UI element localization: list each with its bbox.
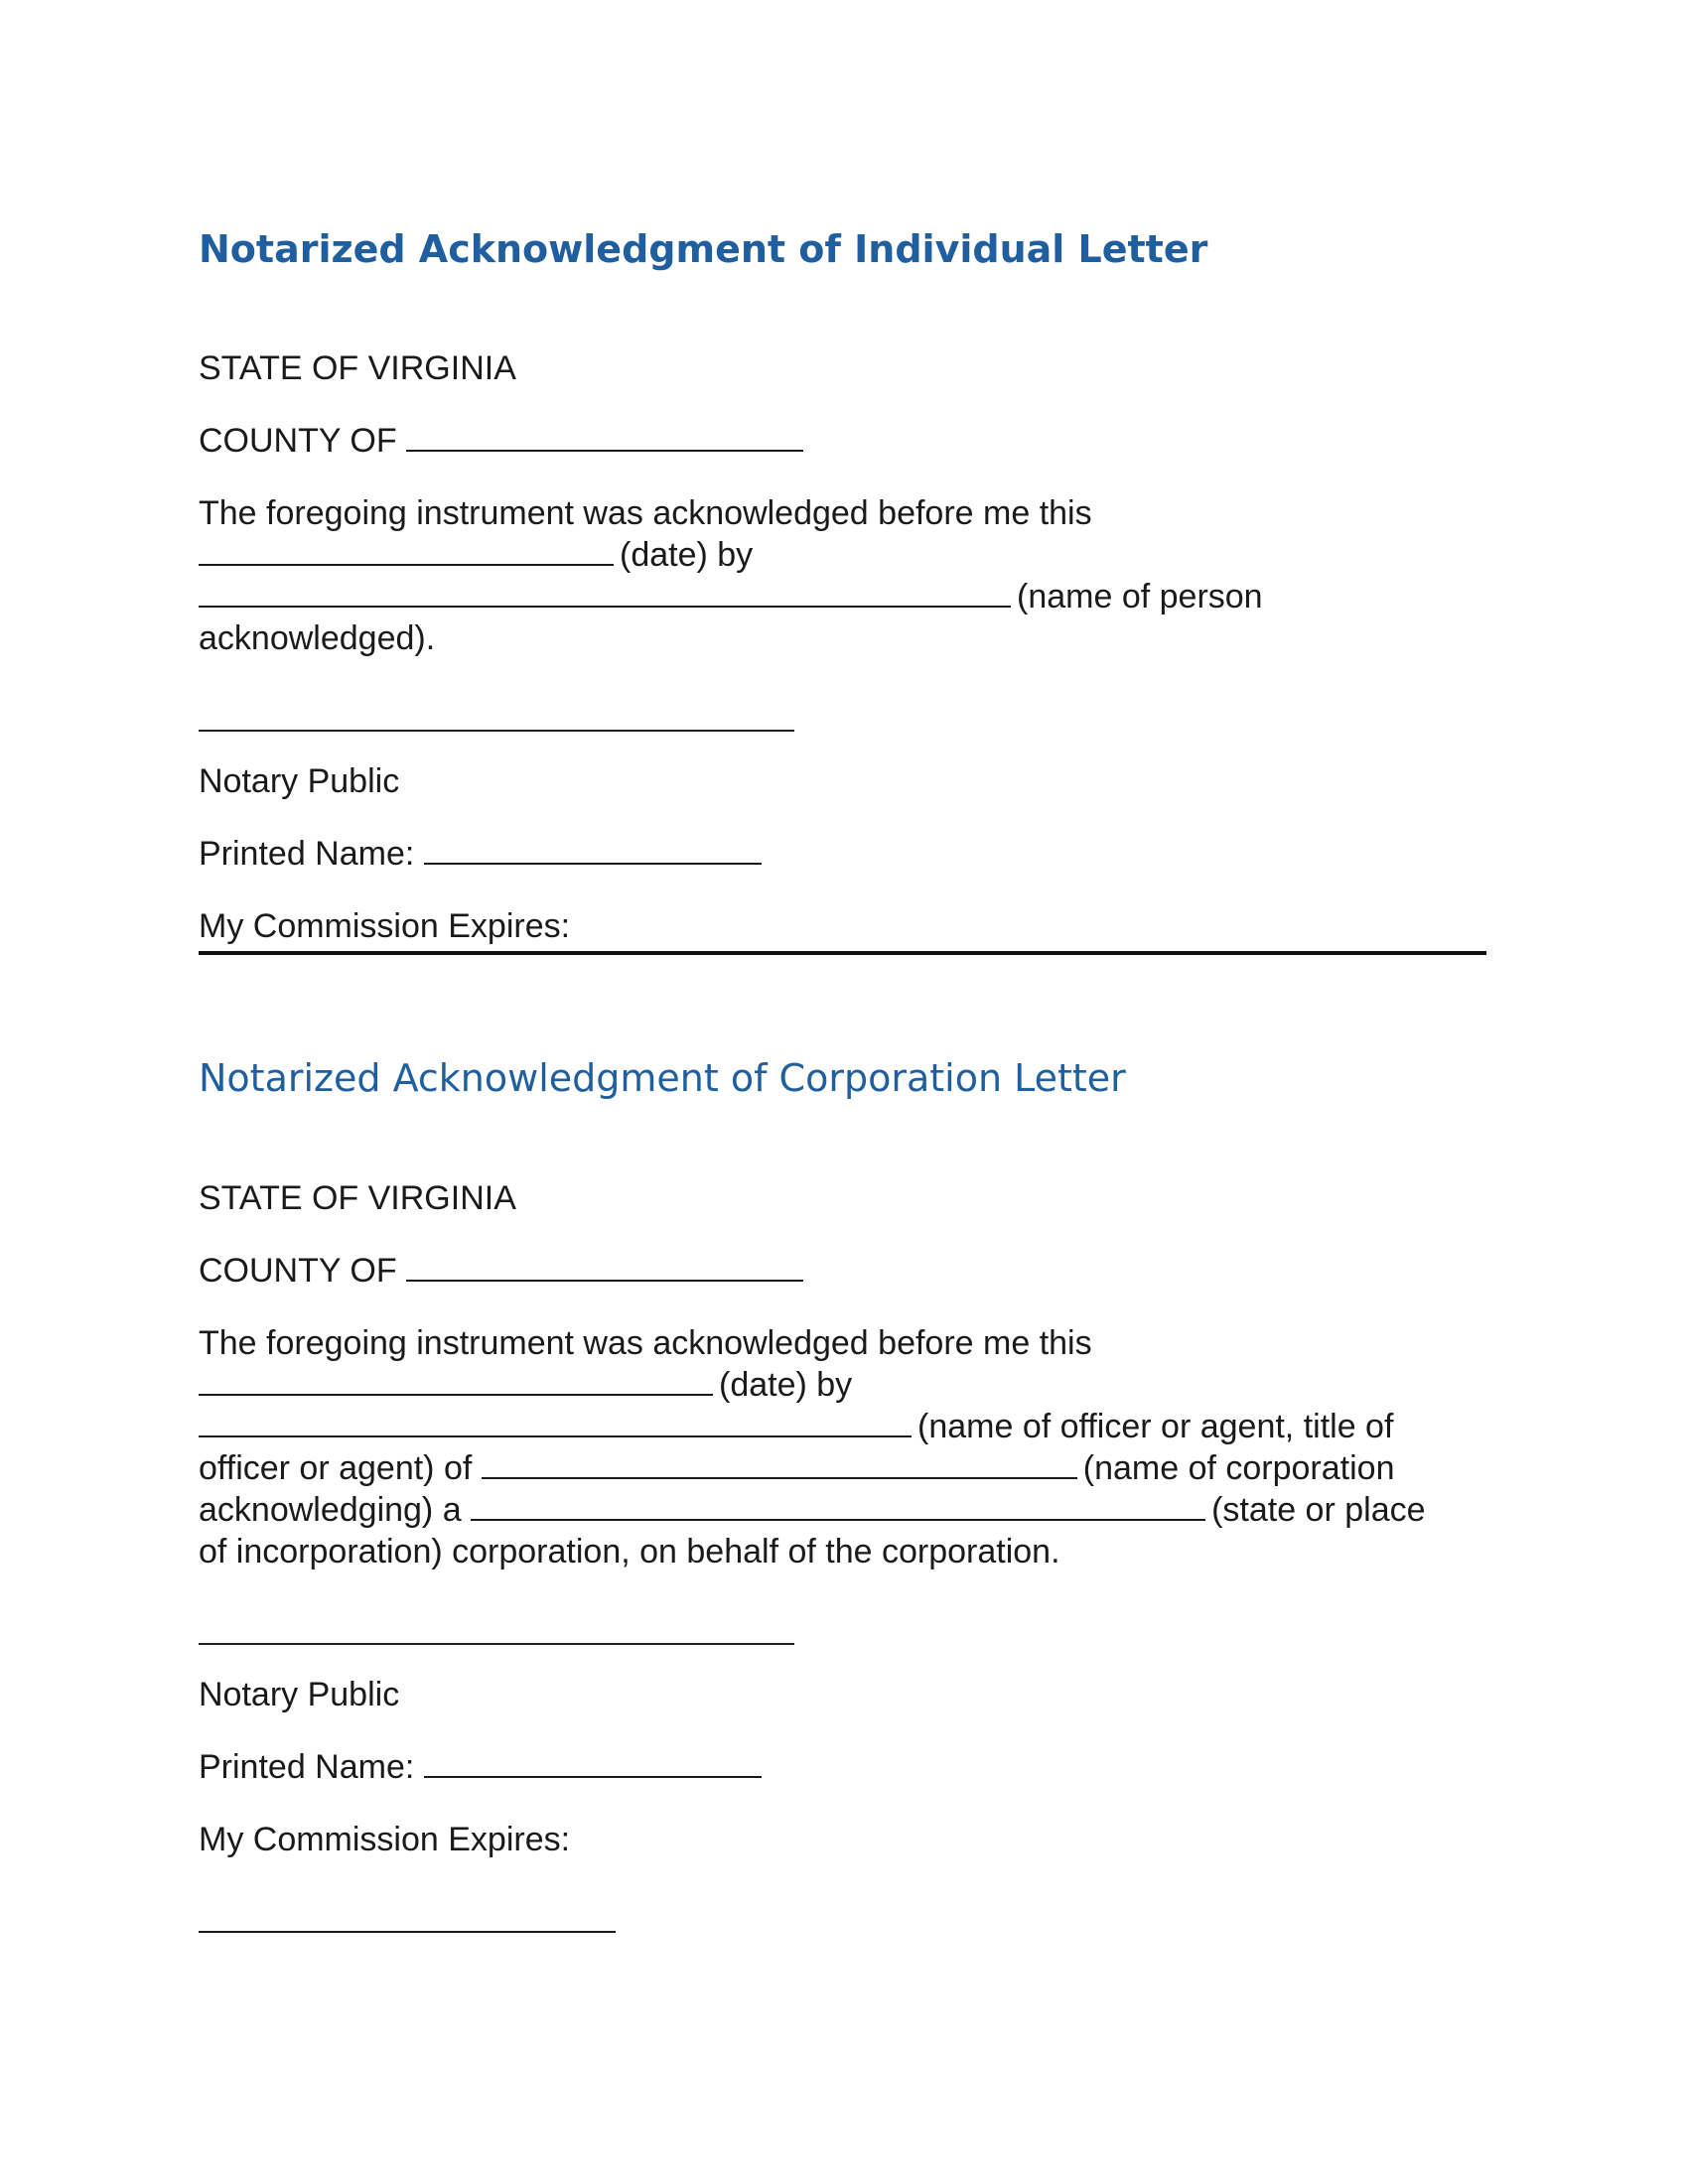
individual-county-label: COUNTY OF — [199, 422, 397, 460]
corporation-closing: of incorporation) corporation, on behalf of the corporation. — [199, 1533, 1060, 1570]
individual-statement-intro: The foregoing instrument was acknowledged before me this — [199, 494, 1092, 532]
individual-person-suffix: (name of person — [1017, 578, 1263, 615]
corporation-officer-prefix-cont: officer or agent) of — [199, 1449, 473, 1487]
corporation-commission-blank[interactable] — [199, 1929, 616, 1933]
individual-person-line — [199, 576, 1263, 617]
corporation-printed-name-blank[interactable] — [424, 1746, 762, 1778]
corporation-statement-intro: The foregoing instrument was acknowledged before me this — [199, 1324, 1092, 1362]
corporation-state: STATE OF VIRGINIA — [199, 1179, 516, 1217]
corporation-name-blank[interactable] — [482, 1447, 1077, 1479]
corporation-date-blank[interactable] — [199, 1364, 713, 1396]
corporation-officer-blank[interactable] — [199, 1406, 912, 1437]
corporation-printed-name-line — [199, 1746, 768, 1788]
corporation-date-line — [199, 1364, 852, 1406]
corporation-commission-label: My Commission Expires: — [199, 1821, 571, 1858]
individual-commission-label: My Commission Expires: — [199, 907, 571, 945]
individual-state: STATE OF VIRGINIA — [199, 349, 516, 387]
individual-signature-blank[interactable] — [199, 728, 794, 732]
corporation-state-blank[interactable] — [471, 1489, 1205, 1521]
document-page — [199, 0, 1489, 2184]
corporation-title: Notarized Acknowledgment of Corporation Letter — [199, 1056, 1126, 1100]
corporation-corp-prefix-cont: acknowledging) a — [199, 1491, 462, 1529]
corporation-county-line — [199, 1250, 809, 1292]
corporation-county-label: COUNTY OF — [199, 1252, 397, 1290]
individual-printed-name-blank[interactable] — [424, 833, 762, 865]
corporation-officer-suffix: (name of officer or agent, title of — [917, 1408, 1394, 1445]
corporation-county-blank[interactable] — [406, 1250, 803, 1282]
corporation-notary-label: Notary Public — [199, 1676, 400, 1713]
corporation-signature-blank[interactable] — [199, 1641, 794, 1645]
individual-title: Notarized Acknowledgment of Individual Letter — [199, 227, 1208, 271]
individual-date-blank[interactable] — [199, 534, 614, 566]
individual-date-suffix: (date) by — [620, 536, 754, 574]
section-divider — [199, 951, 1486, 955]
corporation-state-line — [199, 1489, 1426, 1531]
individual-person-suffix-cont: acknowledged). — [199, 619, 436, 657]
corporation-state-suffix: (state or place — [1211, 1491, 1426, 1529]
corporation-corp-line — [199, 1447, 1395, 1489]
individual-printed-name-line — [199, 833, 768, 875]
corporation-corp-suffix: (name of corporation — [1082, 1449, 1395, 1487]
individual-printed-name-label: Printed Name: — [199, 835, 415, 873]
corporation-date-suffix: (date) by — [719, 1366, 853, 1404]
individual-notary-label: Notary Public — [199, 762, 400, 800]
individual-date-line — [199, 534, 753, 576]
corporation-printed-name-label: Printed Name: — [199, 1748, 415, 1786]
individual-county-blank[interactable] — [406, 420, 803, 452]
individual-county-line — [199, 420, 809, 462]
individual-person-blank[interactable] — [199, 576, 1011, 608]
corporation-officer-line — [199, 1406, 1393, 1447]
